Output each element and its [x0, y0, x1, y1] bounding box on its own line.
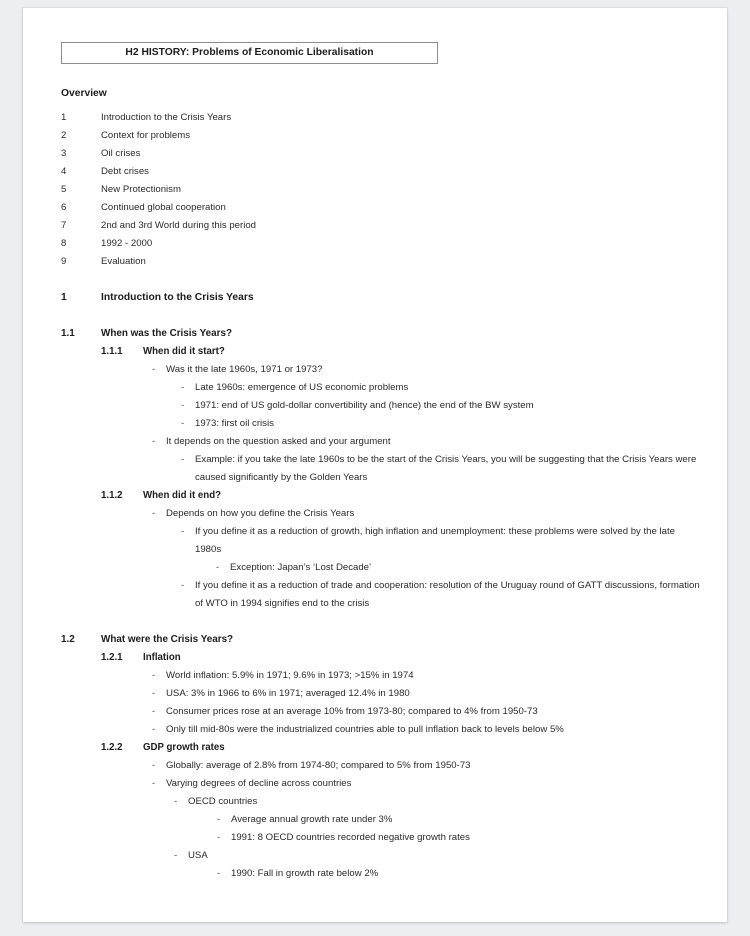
bullet-dash-icon: -: [152, 760, 156, 771]
bullet-dash-icon: -: [152, 364, 156, 375]
bullet-item: [61, 793, 703, 811]
overview-item-number: 2: [61, 130, 67, 141]
bullet-text: It depends on the question asked and your argument: [166, 436, 391, 447]
overview-item-label: Debt crises: [101, 166, 149, 177]
bullet-item: [61, 757, 703, 775]
bullet-dash-icon: -: [181, 526, 185, 537]
bullet-text: USA: 3% in 1966 to 6% in 1971; averaged 12.4% in 1980: [166, 688, 410, 699]
overview-item-label: Continued global cooperation: [101, 202, 226, 213]
overview-list: [61, 109, 703, 271]
bullet-item: [61, 775, 703, 793]
bullet-item: [61, 703, 703, 721]
overview-item-label: 2nd and 3rd World during this period: [101, 220, 257, 231]
bullet-dash-icon: -: [152, 724, 156, 735]
overview-item-number: 8: [61, 238, 67, 249]
overview-item-number: 4: [61, 166, 67, 177]
overview-item: [61, 163, 703, 181]
heading-1-2-1: [61, 649, 703, 667]
heading-1-1-2-number: 1.1.2: [101, 490, 123, 501]
bullet-text: Consumer prices rose at an average 10% from 1973-80; compared to 4% from 1950-73: [166, 706, 538, 717]
bullet-dash-icon: -: [152, 436, 156, 447]
bullet-item: [61, 397, 703, 415]
bullet-text: 1973: first oil crisis: [195, 418, 274, 429]
bullet-item: [61, 829, 703, 847]
bullet-dash-icon: -: [216, 562, 220, 573]
heading-1-1-1: [61, 343, 703, 361]
bullet-dash-icon: -: [152, 778, 156, 789]
overview-item-number: 7: [61, 220, 67, 231]
bullet-dash-icon: -: [181, 580, 185, 591]
bullet-text: World inflation: 5.9% in 1971; 9.6% in 1973; >15% in 1974: [166, 670, 414, 681]
bullet-dash-icon: -: [174, 850, 178, 861]
heading-1-2-2-title: GDP growth rates: [143, 742, 225, 753]
bullet-text: Example: if you take the late 1960s to be the start of the Crisis Years, you will be suggesting that the Crisis Years were caused significantly by the Golden Years: [195, 454, 697, 483]
bullet-item: [61, 505, 703, 523]
heading-1-1-1-title: When did it start?: [143, 346, 225, 357]
overview-item-label: Introduction to the Crisis Years: [101, 112, 232, 123]
heading-1-2-title: What were the Crisis Years?: [101, 634, 234, 645]
heading-1-2-1-number: 1.2.1: [101, 652, 123, 663]
bullet-text: Varying degrees of decline across countries: [166, 778, 352, 789]
bullet-item: [61, 811, 703, 829]
bullet-text: USA: [188, 850, 208, 861]
bullet-item: [61, 685, 703, 703]
bullet-text: 1991: 8 OECD countries recorded negative growth rates: [231, 832, 470, 843]
bullet-item: [61, 523, 703, 559]
bullet-dash-icon: -: [181, 454, 185, 465]
heading-1-2: [61, 631, 703, 649]
heading-1-1: [61, 325, 703, 343]
overview-item: [61, 217, 703, 235]
bullet-dash-icon: -: [217, 814, 221, 825]
bullet-text: Exception: Japan’s ‘Lost Decade’: [230, 562, 372, 573]
bullet-text: 1971: end of US gold-dollar convertibility and (hence) the end of the BW system: [195, 400, 534, 411]
overview-item-label: Evaluation: [101, 256, 146, 267]
overview-item-label: New Protectionism: [101, 184, 181, 195]
bullet-dash-icon: -: [152, 706, 156, 717]
overview-item-label: 1992 - 2000: [101, 238, 153, 249]
overview-item: [61, 253, 703, 271]
overview-item-number: 6: [61, 202, 67, 213]
bullet-text: Was it the late 1960s, 1971 or 1973?: [166, 364, 323, 375]
heading-1-2-2: [61, 739, 703, 757]
bullet-text: Average annual growth rate under 3%: [231, 814, 393, 825]
overview-item-label: Context for problems: [101, 130, 191, 141]
bullet-item: [61, 865, 703, 883]
overview-heading: Overview: [61, 88, 107, 99]
overview-item: [61, 181, 703, 199]
overview-item: [61, 199, 703, 217]
bullet-dash-icon: -: [181, 382, 185, 393]
overview-item-number: 3: [61, 148, 67, 159]
bullet-item: [61, 577, 703, 613]
heading-1-1-title: When was the Crisis Years?: [101, 328, 232, 339]
bullet-item: [61, 559, 703, 577]
bullet-text: OECD countries: [188, 796, 258, 807]
document-title-box: H2 HISTORY: Problems of Economic Liberalisation: [61, 42, 438, 64]
heading-1-1-2-title: When did it end?: [143, 490, 222, 501]
bullet-dash-icon: -: [174, 796, 178, 807]
overview-item-number: 1: [61, 112, 67, 123]
bullet-text: 1990: Fall in growth rate below 2%: [231, 868, 379, 879]
heading-1-2-1-title: Inflation: [143, 652, 181, 663]
bullet-dash-icon: -: [181, 418, 185, 429]
bullet-text: If you define it as a reduction of trade and cooperation: resolution of the Uruguay round of GATT discussions, formation of WTO in 1994 signifies end to the crisis: [195, 580, 700, 609]
overview-item-number: 9: [61, 256, 67, 267]
bullet-item: [61, 433, 703, 451]
heading-1: [61, 289, 703, 307]
heading-1-1-number: 1.1: [61, 328, 75, 339]
bullet-dash-icon: -: [181, 400, 185, 411]
bullet-item: [61, 361, 703, 379]
bullet-text: Only till mid-80s were the industrialized countries able to pull inflation back to levels below 5%: [166, 724, 564, 735]
heading-1-number: 1: [61, 292, 67, 303]
heading-1-1-2: [61, 487, 703, 505]
overview-item: [61, 109, 703, 127]
document-page: [23, 8, 727, 922]
bullet-dash-icon: -: [152, 508, 156, 519]
heading-1-title: Introduction to the Crisis Years: [101, 292, 254, 303]
bullet-dash-icon: -: [217, 868, 221, 879]
overview-item: [61, 145, 703, 163]
heading-1-2-number: 1.2: [61, 634, 75, 645]
bullet-dash-icon: -: [217, 832, 221, 843]
heading-1-2-2-number: 1.2.2: [101, 742, 123, 753]
bullet-dash-icon: -: [152, 688, 156, 699]
overview-item: [61, 235, 703, 253]
overview-item-label: Oil crises: [101, 148, 141, 159]
document-content: [61, 42, 703, 883]
bullet-text: Late 1960s: emergence of US economic problems: [195, 382, 409, 393]
bullet-text: Depends on how you define the Crisis Years: [166, 508, 355, 519]
bullet-dash-icon: -: [152, 670, 156, 681]
bullet-text: If you define it as a reduction of growth, high inflation and unemployment: these problems were solved by the late 1980s: [195, 526, 675, 555]
overview-item-number: 5: [61, 184, 67, 195]
bullet-item: [61, 847, 703, 865]
bullet-item: [61, 667, 703, 685]
bullet-item: [61, 721, 703, 739]
bullet-item: [61, 415, 703, 433]
bullet-text: Globally: average of 2.8% from 1974-80; compared to 5% from 1950-73: [166, 760, 471, 771]
overview-item: [61, 127, 703, 145]
bullet-item: [61, 379, 703, 397]
heading-1-1-1-number: 1.1.1: [101, 346, 123, 357]
bullet-item: [61, 451, 703, 487]
